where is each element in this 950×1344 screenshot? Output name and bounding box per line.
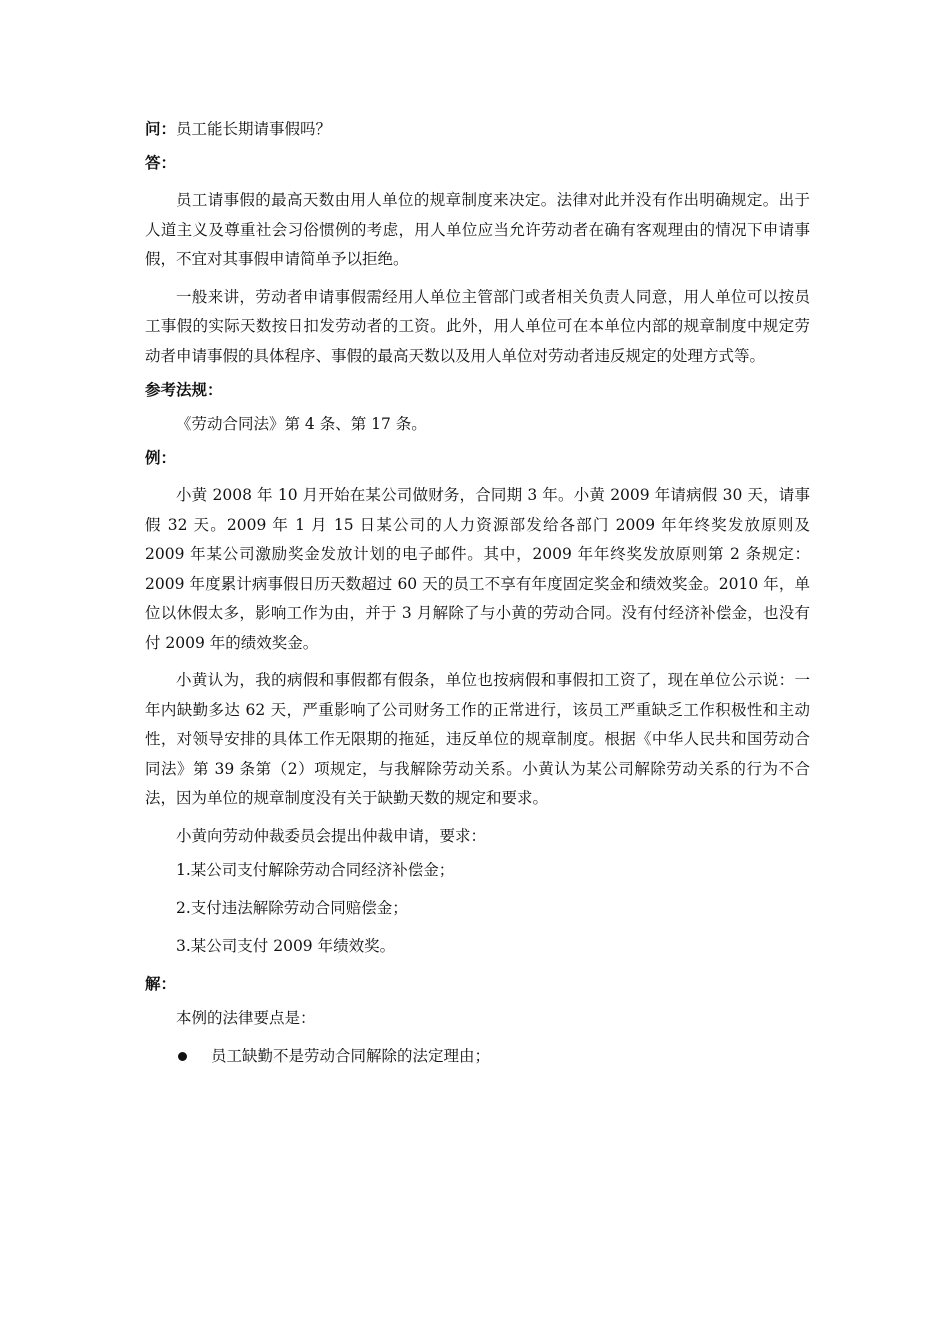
bullet-dot-icon (178, 1052, 187, 1061)
request-item-2: 2.支付违法解除劳动合同赔偿金； (176, 899, 408, 917)
example-heading: 例： (145, 448, 177, 467)
request-item-1: 1.某公司支付解除劳动合同经济补偿金； (176, 861, 455, 879)
solution-bullet-1 (145, 1045, 810, 1067)
answer-heading: 答： (145, 153, 177, 172)
question-text: 员工能长期请事假吗？ (176, 120, 332, 138)
solution-heading: 解： (145, 974, 177, 993)
example-paragraph-3: 小黄向劳动仲裁委员会提出仲裁申请，要求： (176, 826, 487, 845)
solution-intro: 本例的法律要点是： (176, 1009, 316, 1027)
solution-bullet-text: 员工缺勤不是劳动合同解除的法定理由； (211, 1047, 491, 1065)
answer-paragraph-2: 一般来讲，劳动者申请事假需经用人单位主管部门或者相关负责人同意，用人单位可以按员工事假的实际天数按日扣发劳动者的工资。此外，用人单位可在本单位内部的规章制度中规定劳动者申请事假的具体程序、事假的最高天数以及用人单位对劳动者违反规定的处理方式等。 (145, 287, 810, 365)
example-paragraph-2: 小黄认为，我的病假和事假都有假条，单位也按病假和事假扣工资了，现在单位公示说：一年内缺勤多达 62 天，严重影响了公司财务工作的正常进行，该员工严重缺乏工作积极性和主动性，对领导安排的具体工作无限期的拖延，违反单位的规章制度。根据《中华人民共和国劳动合同法》第 39 条第（2）项规定，与我解除劳动关系。小黄认为某公司解除劳动关系的行为不合法，因为单位的规章制度没有关于缺勤天数的规定和要求。 (145, 671, 810, 807)
question-label: 问： (145, 119, 177, 138)
reference-heading: 参考法规： (145, 380, 223, 399)
example-paragraph-1: 小黄 2008 年 10 月开始在某公司做财务，合同期 3 年。小黄 2009 年请病假 30 天，请事假 32 天。2009 年 1 月 15 日某公司的人力资源部发给各部门 2009 年年终奖发放原则及 2009 年某公司激励奖金发放计划的电子邮件。其中，2009 年年终奖发放原则第 2 条规定：2009 年度累计病事假日历天数超过 60 天的员工不享有年度固定奖金和绩效奖金。2010 年，单位以休假太多，影响工作为由，并于 3 月解除了与小黄的劳动合同。没有付经济补偿金，也没有付 2009 年的绩效奖金。 (145, 486, 810, 652)
request-item-3: 3.某公司支付 2009 年绩效奖。 (176, 937, 396, 955)
reference-text: 《劳动合同法》第 4 条、第 17 条。 (176, 415, 427, 433)
answer-paragraph-1: 员工请事假的最高天数由用人单位的规章制度来决定。法律对此并没有作出明确规定。出于人道主义及尊重社会习俗惯例的考虑，用人单位应当允许劳动者在确有客观理由的情况下申请事假，不宜对其事假申请简单予以拒绝。 (145, 191, 810, 268)
question-line (145, 118, 810, 140)
document-page (145, 118, 810, 1067)
